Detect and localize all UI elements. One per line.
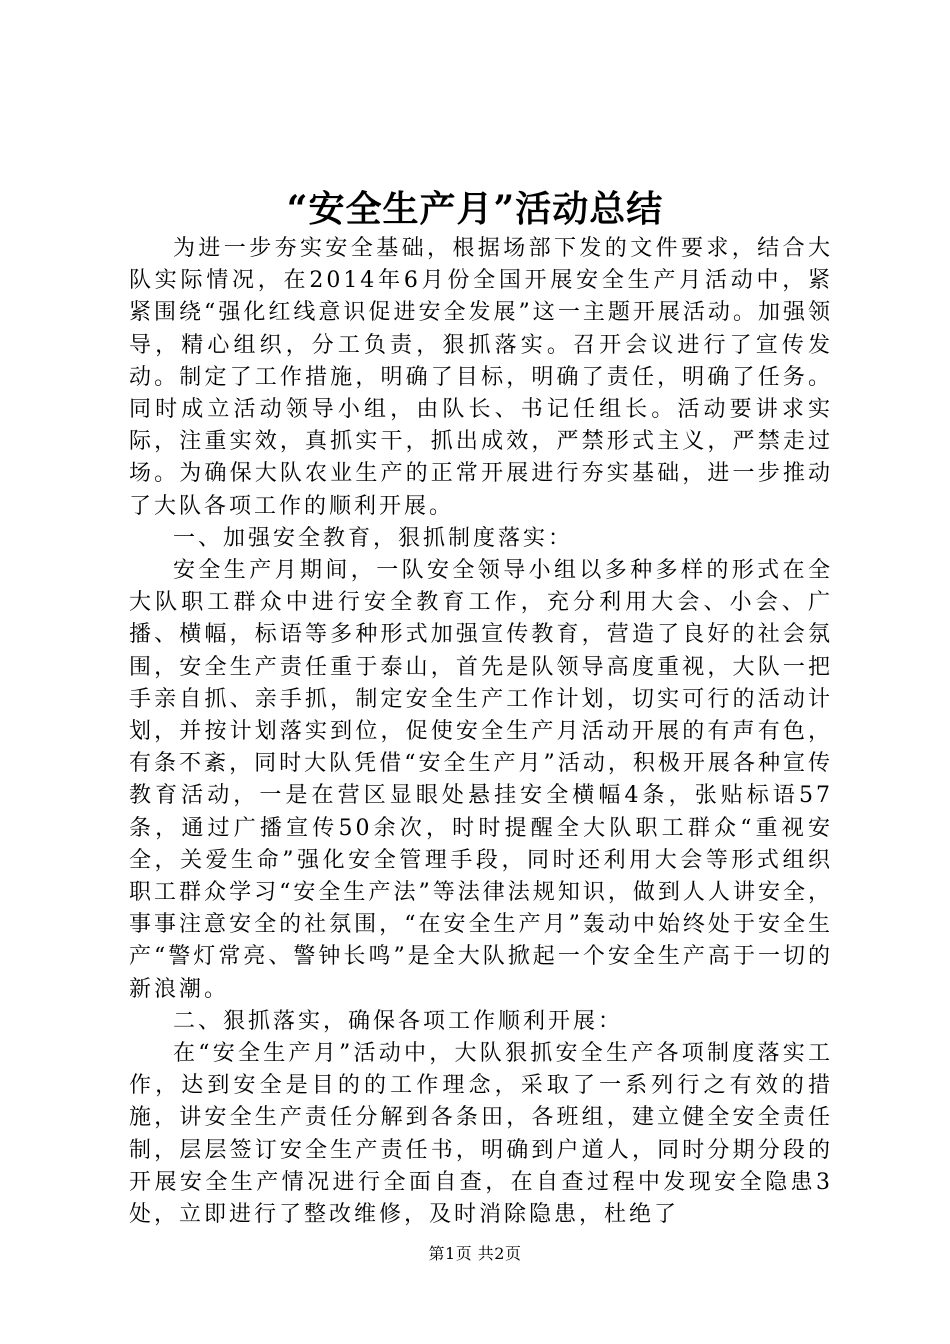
section-heading-1: 一、加强安全教育，狠抓制度落实： bbox=[173, 525, 574, 551]
section-heading-2: 二、狠抓落实，确保各项工作顺利开展： bbox=[173, 1008, 624, 1034]
page-footer: 第1页 共2页 bbox=[428, 1244, 522, 1263]
paragraph-section-1: 安全生产月期间，一队安全领导小组以多种多样的形式在全大队职工群众中进行安全教育工作，充分利用大会、小会、广播、横幅，标语等多种形式加强宣传教育，营造了良好的社会氛围，安全生产责任重于泰山，首先是队领导高度重视，大队一把手亲自抓、亲手抓，制定安全生产工作计划，切实可行的活动计划，并按计划落实到位，促使安全生产月活动开展的有声有色，有条不紊，同时大队凭借“安全生产月”活动，积极开展各种宣传教育活动，一是在营区显眼处悬挂安全横幅4条，张贴标语57条，通过广播宣传50余次，时时提醒全大队职工群众“重视安全，关爱生命”强化安全管理手段，同时还利用大会等形式组织职工群众学习“安全生产法”等法律法规知识，做到人人讲安全，事事注意安全的社氛围，“在安全生产月”轰动中始终处于安全生产“警灯常亮、警钟长鸣”是全大队掀起一个安全生产高于一切的新浪潮。 bbox=[129, 558, 833, 1002]
document-title: “安全生产月”活动总结 bbox=[286, 188, 664, 230]
paragraph-intro: 为进一步夯实安全基础，根据场部下发的文件要求，结合大队实际情况，在2014年6月份全国开展安全生产月活动中，紧紧围绕“强化红线意识促进安全发展”这一主题开展活动。加强领导，精心组织，分工负责，狠抓落实。召开会议进行了宣传发动。制定了工作措施，明确了目标，明确了责任，明确了任务。同时成立活动领导小组，由队长、书记任组长。活动要讲求实际，注重实效，真抓实干，抓出成效，严禁形式主义，严禁走过场。为确保大队农业生产的正常开展进行夯实基础，进一步推动了大队各项工作的顺利开展。 bbox=[129, 236, 833, 519]
paragraph-section-2: 在“安全生产月”活动中，大队狠抓安全生产各项制度落实工作，达到安全是目的的工作理念，采取了一系列行之有效的措施，讲安全生产责任分解到各条田，各班组，建立健全安全责任制，层层签订安全生产责任书，明确到户道人，同时分期分段的开展安全生产情况进行全面自查，在自查过程中发现安全隐患3处，立即进行了整改维修，及时消除隐患，杜绝了 bbox=[129, 1041, 833, 1228]
document-body bbox=[129, 233, 833, 1231]
